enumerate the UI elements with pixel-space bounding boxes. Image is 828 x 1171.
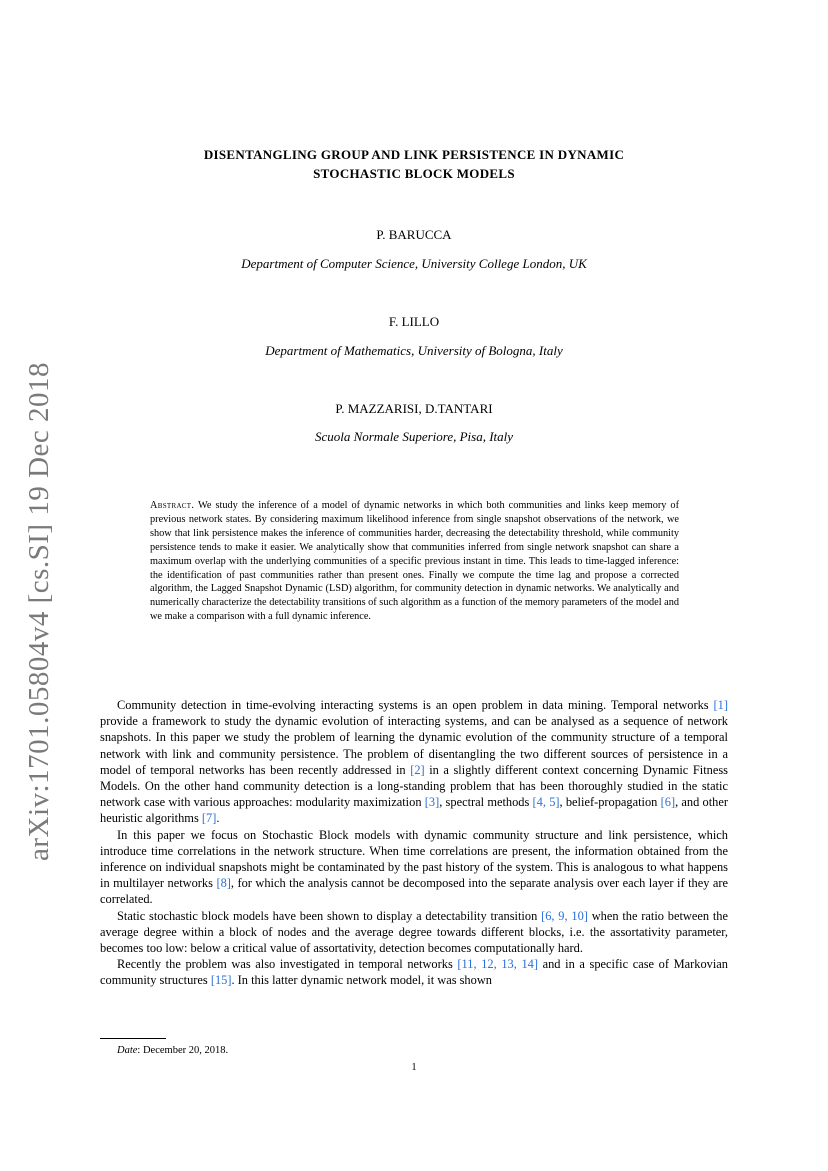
text-run: in a slightly different context concerning Dynamic Fitness Models. On the other hand community detection is a long-standing problem that has been thoroughly studied in the static network case with various approaches: modularity maximization [100, 762, 728, 810]
abstract [150, 499, 679, 624]
paper-title-line-1: DISENTANGLING GROUP AND LINK PERSISTENCE IN DYNAMIC [203, 147, 625, 162]
citation-link[interactable]: [6, 9, 10] [541, 908, 588, 923]
paragraph-3 [100, 908, 728, 957]
text-run: . [216, 811, 220, 826]
paper-title-line-2: STOCHASTIC BLOCK MODELS [313, 166, 515, 181]
text-run: when the ratio between the average degree within a block of nodes and the average degree towards different blocks, i.e. the assortativity parameter, becomes too low: below a critical value of assortativity, detection becomes computationally hard. [100, 908, 728, 956]
text-run: . In this latter dynamic network model, it was shown [231, 973, 492, 988]
citation-link[interactable]: [11, 12, 13, 14] [457, 957, 538, 972]
footnote [117, 1045, 228, 1056]
text-run: In this paper we focus on Stochastic Block models with dynamic community structure and link persistence, which introduce time correlations in the network structure. When time correlations are present, the information obtained from the inference on individual snapshots might be contaminated by the past history of the system. This is analogous to what happens in multilayer networks [100, 827, 728, 891]
footnote-label: Date [117, 1045, 138, 1056]
page-number: 1 [411, 1062, 417, 1073]
citation-link[interactable]: [8] [216, 876, 231, 891]
text-run: Static stochastic block models have been shown to display a detectability transition [117, 908, 542, 923]
author-affiliation-1: Department of Computer Science, University College London, UK [241, 256, 587, 271]
citation-link[interactable]: [2] [410, 762, 425, 777]
citation-link[interactable]: [1] [713, 698, 728, 712]
citation-link[interactable]: [7] [201, 811, 217, 826]
text-run: , and other heuristic algorithms [100, 795, 728, 826]
citation-link[interactable]: [4, 5] [532, 795, 560, 810]
text-run: , for which the analysis cannot be decomposed into the separate analysis over each layer if they are correlated. [100, 876, 729, 907]
text-run: , belief-propagation [559, 795, 661, 810]
paper-title [100, 145, 728, 183]
author-name-2: F. LILLO [388, 314, 440, 329]
arxiv-identifier-text: arXiv:1701.05804v4 [cs.SI] 19 Dec 2018 [23, 361, 56, 861]
text-run: Recently the problem was also investigated in temporal networks [117, 957, 458, 972]
author-affiliation-3: Scuola Normale Superiore, Pisa, Italy [314, 429, 514, 444]
text-run: , spectral methods [439, 795, 533, 810]
citation-link[interactable]: [6] [660, 795, 676, 810]
author-affiliation-2: Department of Mathematics, University of Bologna, Italy [265, 343, 563, 358]
arxiv-identifier-stamp [20, 361, 60, 861]
abstract-text: We study the inference of a model of dynamic networks in which both communities and links keep memory of previous network states. By considering maximum likelihood inference from single snapshot observations of the network, we show that link persistence makes the inference of communities harder, decreasing the detectability threshold, while community persistence tends to make it easier. We analytically show that communities inferred from single network snapshot can share a maximum overlap with the underlying communities of a specific previous instant in time. This leads to time-lagged inference: the identification of past communities rather than present ones. Finally we compute the time lag and propose a corrected algorithm, the Lagged Snapshot Dynamic (LSD) algorithm, for community detection in dynamic networks. We analytically and numerically characterize the detectability transitions of such algorithm as a function of the memory parameters of the model and we make a comparison with a full dynamic inference. [150, 500, 679, 623]
author-name-3: P. MAZZARISI, D.TANTARI [335, 401, 493, 416]
paragraph-4 [100, 956, 728, 988]
body-text [100, 697, 728, 989]
citation-link[interactable]: [15] [210, 973, 232, 988]
footnote-text: : December 20, 2018. [137, 1045, 229, 1056]
text-run: Community detection in time-evolving interacting systems is an open problem in data mining. Temporal networks [117, 698, 714, 712]
abstract-heading: Abstract. [150, 500, 195, 511]
footnote-rule [100, 1038, 166, 1039]
citation-link[interactable]: [3] [424, 795, 440, 810]
paragraph-2 [100, 827, 728, 908]
paragraph-1 [100, 697, 728, 827]
text-run: provide a framework to study the dynamic evolution of interacting systems, and can be analysed as a sequence of network snapshots. In this paper we study the problem of learning the dynamic evolution of the community structure of a temporal network with link and community persistence. The problem of disentangling the two different sources of persistence in a model of temporal networks has been recently addressed in [100, 714, 728, 777]
author-name-1: P. BARUCCA [376, 227, 452, 242]
text-run: and in a specific case of Markovian community structures [100, 957, 728, 988]
